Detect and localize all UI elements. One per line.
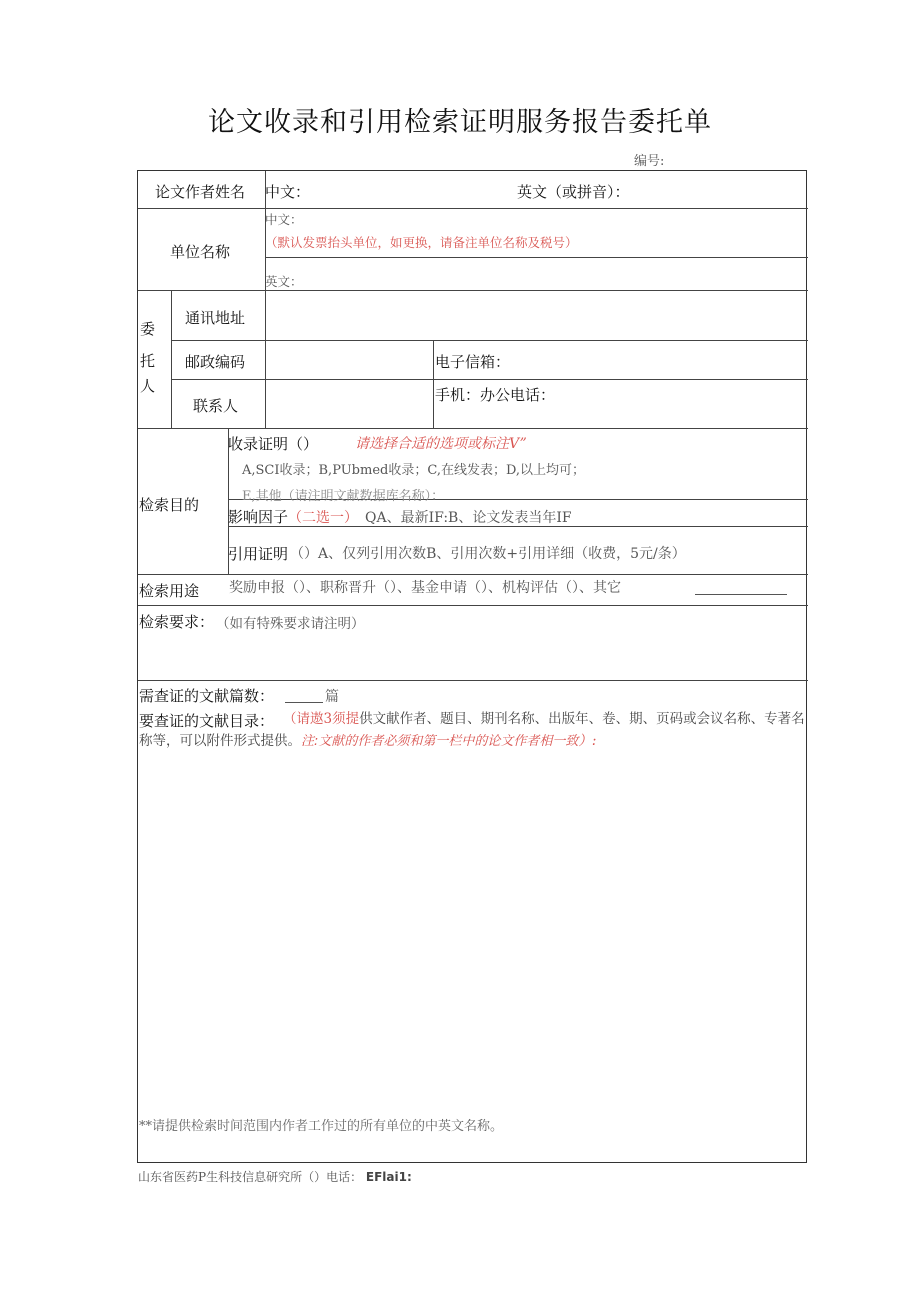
author-en-field[interactable]: 英文（或拼音）：: [517, 183, 630, 201]
doc-list-text: 供文献作者、题目、期刊名称、出版年、卷、期、页码或会议名称、专著名称等，可以附件形式提供。: [139, 711, 805, 749]
usage-label: 检索用途: [139, 582, 200, 600]
doc-list-hint: （请遨3须提: [283, 711, 360, 727]
unit-cn-field[interactable]: 中文：: [265, 212, 303, 227]
requirements-label: 检索要求：: [139, 613, 215, 631]
address-label: 通讯地址: [185, 309, 246, 327]
footer: [138, 1168, 412, 1185]
client-side-label-1: 委: [140, 320, 156, 338]
email-label[interactable]: 电子信箱：: [435, 353, 511, 371]
doc-list-area[interactable]: [138, 770, 806, 1110]
purpose-label: 检索目的: [139, 496, 200, 514]
contact-label: 联系人: [193, 397, 239, 415]
impact-factor-options[interactable]: QA、最新IF:B、论文发表当年IF: [365, 510, 572, 526]
doc-list-note: 注:文献的作者必须和第一栏中的论文作者相一致: [301, 734, 579, 749]
doc-list-end: ）:: [578, 733, 597, 749]
doc-list-instructions: [139, 708, 807, 753]
unit-name-label: 单位名称: [170, 243, 231, 261]
impact-factor-label[interactable]: 影响因子: [228, 508, 289, 526]
author-cn-field[interactable]: 中文：: [265, 183, 311, 201]
client-side-label-2: 托: [140, 352, 156, 370]
inclusion-other[interactable]: E,其他（请注明文献数据库名称）：: [242, 489, 445, 504]
usage-options[interactable]: 奖励申报（）、职称晋升（）、基金申请（）、机构评估（）、其它: [229, 580, 621, 596]
usage-other-blank[interactable]: [695, 594, 787, 595]
serial-number-label: 编号:: [634, 154, 665, 169]
inclusion-options[interactable]: A,SCI收录；B,PUbmed收录；C,在线发表；D,以上均可；: [242, 463, 586, 478]
bottom-note: **请提供检索时间范围内作者工作过的所有单位的中英文名称。: [139, 1119, 504, 1134]
page-title: 论文收录和引用检索证明服务报告委托单: [208, 107, 712, 138]
inclusion-proof-option[interactable]: 收录证明（）: [228, 435, 319, 453]
doc-count-label: 需查证的文献篇数：: [139, 687, 275, 705]
unit-invoice-note: （默认发票抬头单位，如更换，请备注单位名称及税号）: [265, 235, 578, 250]
author-name-label: 论文作者姓名: [155, 183, 246, 201]
postcode-label: 邮政编码: [185, 353, 246, 371]
footer-phone: EFlai1:: [365, 1170, 412, 1184]
footer-org: 山东省医药P生科技信息研究所（）电话：: [138, 1170, 363, 1184]
inclusion-hint: 请选择合适的选项或标注V”: [355, 436, 527, 452]
phone-label[interactable]: 手机：办公电话：: [435, 386, 556, 404]
client-side-label-3: 人: [140, 377, 156, 395]
citation-proof-options[interactable]: （）A、仅列引用次数B、引用次数+引用详细（收费，5元/条）: [290, 546, 686, 562]
citation-proof-label[interactable]: 引用证明: [228, 545, 289, 563]
requirements-hint[interactable]: （如有特殊要求请注明）: [216, 616, 365, 632]
doc-list-label: 要查证的文献目录：: [139, 712, 275, 730]
doc-count-unit: 篇: [325, 689, 339, 705]
doc-count-blank[interactable]: [285, 702, 323, 703]
impact-factor-choice-note: （二选一）: [288, 510, 358, 526]
unit-en-field[interactable]: 英文：: [265, 274, 303, 289]
